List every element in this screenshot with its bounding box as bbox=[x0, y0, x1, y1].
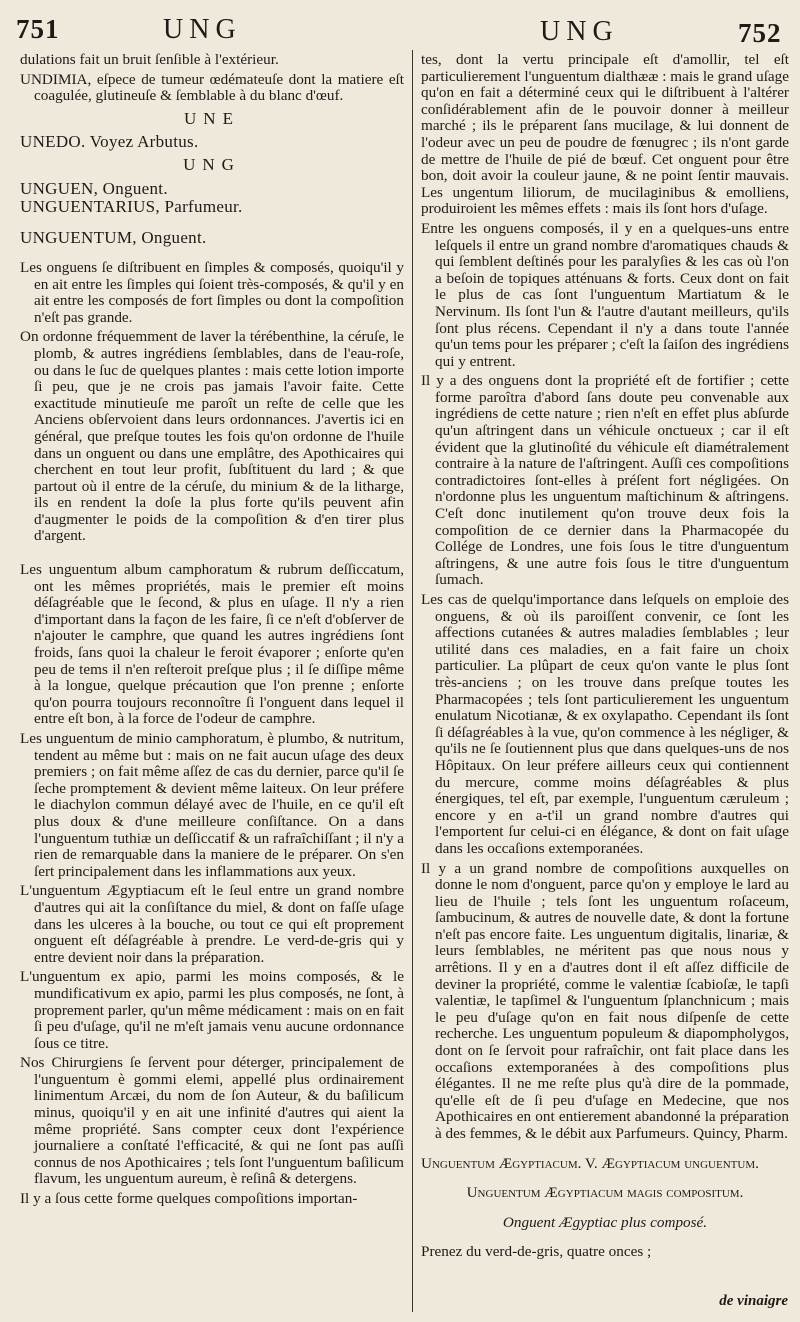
paragraph: Les onguens ſe diſtribuent en ſimples & composés, quoiqu'il y en ait entre les ſimples qui ſoient très-composés, & qu'il y en ait entre les composés de fort ſimples ou dont la compoſition n'eſt pas grande. bbox=[20, 258, 404, 326]
paragraph: Il y a des onguens dont la propriété eſt de fortifier ; cette forme paroîtra d'abord ſans doute peu convenable aux ingrédiens de cette nature ; rien n'eſt en effet plus abſurde qu'un aſtringent dans un véhicule onctueux ; car il eſt évident que la glutinoſité du véhicule eſt diamétralement contraire à la nature de l'aſtringent. Auſſi ces compoſitions contradictoires ſont-elles à préſent fort négligées. On n'ordonne plus les unguentum maſtichinum & aſtringens. C'eſt donc inutilement qu'on trouve deux fois la compoſition de ce dernier dans la Pharmacopée du Collége de Londres, une fois ſous le titre d'unguentum aſtringens, & une autre fois ſous le titre d'unguentum ſumach. bbox=[421, 372, 789, 589]
column-divider bbox=[412, 50, 413, 1312]
entry-unedo: UNEDO. Voyez Arbutus. bbox=[20, 132, 199, 152]
right-running-head: UNG bbox=[540, 16, 619, 47]
paragraph: tes, dont la vertu principale eſt d'amollir, tel eſt particulierement l'unguentum dialthææ : mais le grand uſage qu'on en fait a déterminé ceux qui le diſtribuent à l'altérer conſidérablement afin de le pouvoir donner à meilleur marché ; ils le préparent ſans mucilage, & lui donnent de l'odeur avec un peu de poudre de fœnugrec ; ils n'ont garde de mettre de l'huile de pié de bœuf. Cet onguent pour être bon, doit avoir la couleur jaune, & ne point ſentir mauvais. Les ungentum liliorum, de mucilaginibus & emolliens, produiroient les mêmes effets : mais ils ſont hors d'uſage. bbox=[421, 51, 789, 218]
spacer bbox=[20, 548, 404, 562]
recipe-line: Prenez du verd-de-gris, quatre onces ; bbox=[421, 1243, 652, 1261]
paragraph: Il y a un grand nombre de compoſitions auxquelles on donne le nom d'onguent, parce qu'on y employe le lard au lieu de l'huile ; tels ſont les unguentum roſaceum, ſambucinum, & autres de nouvelle date, & dont la fortune n'eſt pas encore faite. Les unguentum digitalis, linariæ, & leurs ſemblables, ne méritent pas que nous nous y arrêtions. Il y en a d'autres dont il eſt aſſez difficile de deviner la propriété, comme le valentiæ ſcabioſæ, le tapſi valentiæ, le tapſimel & l'unguentum ſplanchnicum ; mais le peu d'uſage qu'on en fait nous diſpenſe de cette recherche. Les unguentum populeum & diapompholygos, dont on ſe ſervoit pour rafraîchir, ont fait place dans les occaſions extemporanées à des compoſitions plus élégantes. Il ne me reſte plus qu'à dire de la pommade, qu'elle eſt de ſi peu d'uſage en Medecine, que nos Apothicaires en ont entierement abandonné la préparation à des femmes, & le débit aux Parfumeurs. Quincy, Pharm. bbox=[421, 859, 789, 1142]
entry-unguen: UNGUEN, Onguent. bbox=[20, 178, 168, 198]
paragraph: On ordonne fréquemment de laver la térébenthine, la céruſe, le plomb, & autres ingrédiens ſemblables, dans de l'eau-roſe, ou dans le ſuc de quelques plantes : mais cette lotion importe ſi peu, que je ne crois pas jamais l'avoir faite. Cette exactitude minutieuſe me paroît un reſte de celle que les Anciens obſervoient dans leurs ordonnances. J'avertis ici en général, que preſque toutes les fois qu'on ordonne de l'huile dans un onguent ou dans une emplâtre, des Apothicaires qui cherchent en tout leur profit, ſubſtituent du lard ; & que partout où il entre de la céruſe, du minium & de la litharge, ils en rendent la doſe la plus forte qu'ils peuvent afin d'augmenter le poids de la compoſition & d'en tirer plus d'argent. bbox=[20, 328, 404, 545]
entry-unguentarius: UNGUENTARIUS, Parfumeur. bbox=[20, 196, 243, 216]
left-page-number: 751 bbox=[16, 14, 60, 44]
left-running-head: UNG bbox=[163, 14, 242, 45]
paragraph: Les cas de quelqu'importance dans leſquels on emploie des onguens, & où ils paroiſſent convenir, ce ſont les affections cutanées & autres maladies ſemblables ; leur utilité dans ces maladies, en a fait faire un choix particulier. La plûpart de ceux qu'on vante le plus ſont très-anciens ; on les trouve dans preſque toutes les Pharmacopées ; tels ſont particulierement les unguentum enulatum Nicotianæ, & ex oxylapatho. Cependant ils ſont ſi déſagréables à la vue, qu'on commence à les négliger, & qu'ils ne ſe ſoutiennent plus que dans quelques-uns de nos Hôpitaux. On leur préfere ailleurs ceux qui contiennent du mercure, comme moins déſagréables & plus énergiques, tel eſt, par exemple, l'unguentum cæruleum ; encore y en a-t'il un grand nombre d'autres qui l'emportent ſur celui-ci en élégance, & dont on fait uſage dans les occaſions extemporanées. bbox=[421, 591, 789, 857]
paragraph: Il y a ſous cette forme quelques compoſitions importan- bbox=[20, 1190, 358, 1208]
right-page-number: 752 bbox=[738, 18, 782, 48]
section-heading-ung: UNG bbox=[183, 155, 241, 175]
recipe-subtitle: Onguent Ægyptiac plus composé. bbox=[502, 1213, 708, 1231]
paragraph: Nos Chirurgiens ſe ſervent pour déterger, principalement de l'unguentum è gommi elemi, appellé plus ordinairement linimentum Arcæi, du nom de ſon Auteur, & du baſilicum minus, quoiqu'il y en ait une infinité d'autres qui aient la même propriété. Sans compter ceux dont l'expérience journaliere a conſtaté l'efficacité, & qui ne ſont pas auſſi connus de nos Apothicaires ; tels ſont l'unguentum baſilicum flavum, les unguentum aureum, è reſinâ & detergens. bbox=[20, 1054, 404, 1188]
right-column bbox=[421, 52, 789, 1264]
entry-unguentum: UNGUENTUM, Onguent. bbox=[20, 227, 207, 247]
paragraph: Entre les onguens composés, il y en a quelques-uns entre leſquels il entre un grand nombre d'aromatiques chauds & qui ſemblent deſtinés pour les paralyſies & les cas où l'on a beſoin de topiques atténuans & forts. Ceux dont on fait le plus de cas ſont l'unguentum Martiatum & le Nervinum. Ils ſont l'un & l'autre d'autant meilleurs, qu'ils ſont plus récens. Cependant il n'y a dans toute l'année qu'un tems pour les préparer ; c'eſt la ſaiſon des ingrédiens qui y entrent. bbox=[421, 219, 789, 370]
section-heading-une: UNE bbox=[184, 108, 240, 128]
paragraph: Les unguentum de minio camphoratum, è plumbo, & nutritum, tendent au même but : mais on ne fait aucun uſage des deux premiers ; on fait même aſſez de cas du dernier, parce qu'il ſe ſeche promptement & devient même laiteux. On leur préfere le diachylon commun délayé avec de l'huile, en ce qu'il eſt plus doux & d'une meilleure conſiſtance. On a dans l'unguentum tuthiæ un deſſiccatif & un rafraîchiſſant ; il n'y a rien de remarquable dans la maniere de le préparer. On s'en ſert principalement dans les inflammations aux yeux. bbox=[20, 730, 404, 880]
paragraph: dulations fait un bruit ſenſible à l'extérieur. bbox=[20, 51, 279, 68]
paragraph: L'unguentum Ægyptiacum eſt le ſeul entre un grand nombre d'autres qui ait la conſiſtance du miel, & dont on faſſe uſage dans les ulceres à la bouche, ou tout ce qui eſt proprement onguent eſt déſagréable à prendre. Le verd-de-gris qui y entre devient noir dans la préparation. bbox=[20, 882, 404, 966]
left-column bbox=[20, 52, 404, 1211]
catchword: de vinaigre bbox=[719, 1293, 788, 1309]
entry-undimia: UNDIMIA, eſpece de tumeur œdémateuſe dont la matiere eſt coagulée, glutineuſe & ſemblable à du blanc d'œuf. bbox=[20, 70, 404, 105]
entry-unguentum-aegyptiacum: Unguentum Ægyptiacum. V. Ægyptiacum unguentum. bbox=[421, 1154, 759, 1172]
recipe-title: Unguentum Ægyptiacum magis compositum. bbox=[466, 1184, 744, 1202]
page-header bbox=[0, 14, 800, 54]
paragraph: Les unguentum album camphoratum & rubrum deſſiccatum, ont les mêmes propriétés, mais le premier eſt moins déſagréable que le ſecond, & plus en uſage. Il n'y a rien d'important dans la façon de les faire, ſi ce n'eſt d'obſerver de n'ajouter le camphre, que quand les autres ingrédiens ſont froids, ſans quoi la chaleur le feroit évaporer ; enſorte qu'en peu de tems il n'en reſteroit preſque plus ; il ſe diſſipe même à la longue, quelque précaution que l'on prenne ; enſorte qu'on pourra toujours reconnoître ſi l'onguent dans lequel il entre eſt bon, à la force de l'odeur de camphre. bbox=[20, 561, 404, 728]
paragraph: L'unguentum ex apio, parmi les moins composés, & le mundificativum ex apio, parmi les plus composés, ne ſont, à proprement parler, qu'un même médicament : mais on en fait ſi peu d'uſage, qu'il ne m'eſt jamais venu aucune ordonnance ſous ce titre. bbox=[20, 968, 404, 1052]
